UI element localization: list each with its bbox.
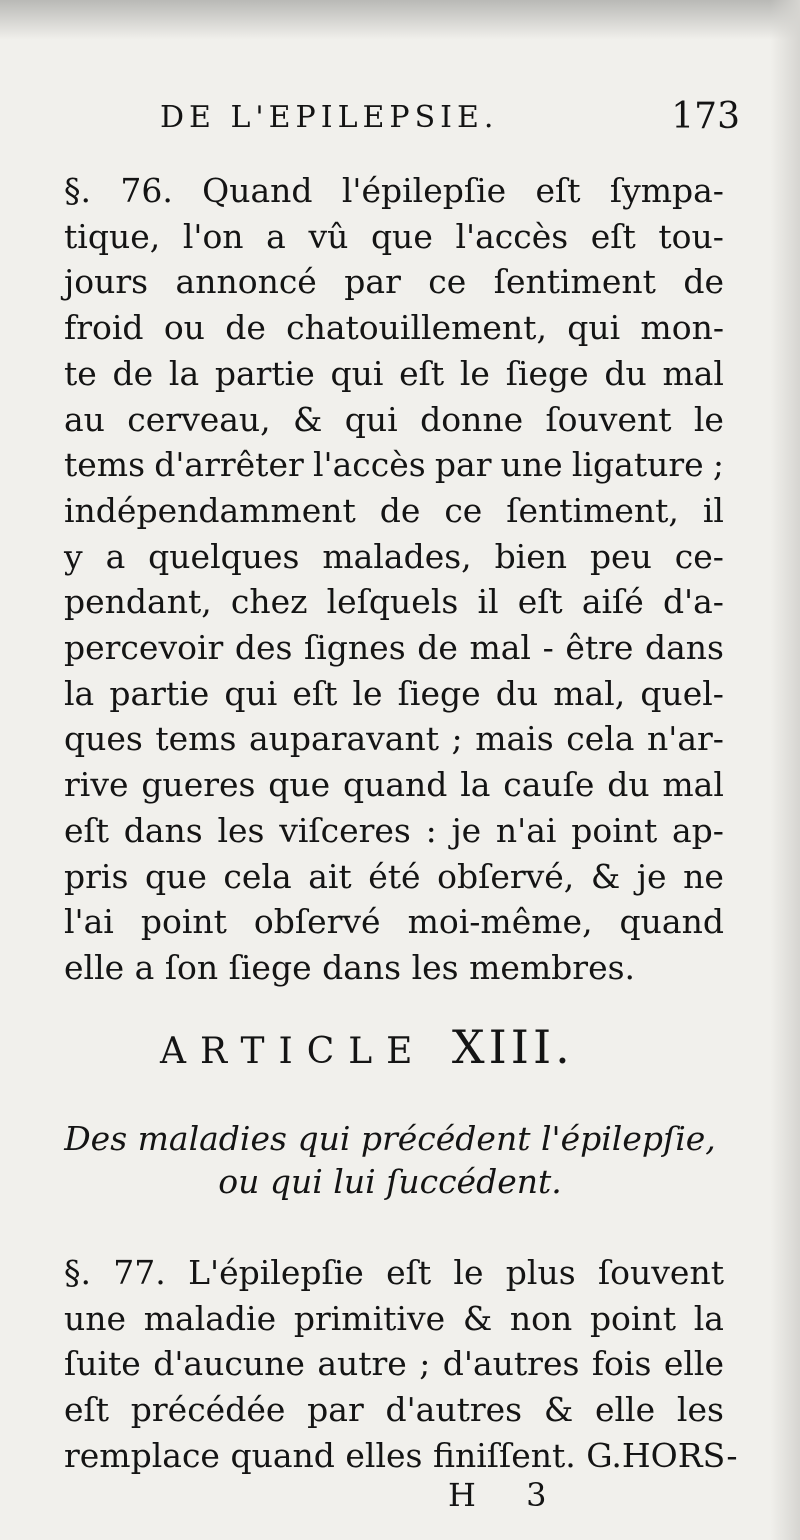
word: de	[225, 308, 266, 348]
word: ;	[419, 1344, 431, 1384]
text-line	[64, 716, 724, 762]
word: elle	[594, 1390, 656, 1430]
text-line	[64, 351, 724, 397]
word: non	[509, 1298, 573, 1338]
word: l'accès	[455, 216, 569, 256]
word: ce-	[674, 536, 724, 576]
word: obſervé,	[437, 856, 575, 896]
word: point	[589, 1298, 676, 1338]
word: eſt	[292, 673, 338, 713]
word: qui	[567, 308, 621, 348]
word: y	[64, 536, 83, 576]
word: 76.	[120, 171, 173, 210]
word: te	[64, 353, 97, 393]
word: le	[453, 1253, 484, 1292]
text-line	[64, 1341, 724, 1387]
word: pris	[64, 856, 129, 896]
word: l'on	[182, 216, 244, 256]
word: §.	[64, 171, 91, 210]
word: mal	[469, 628, 531, 668]
word: gueres	[141, 765, 256, 805]
word: la	[460, 765, 491, 805]
word: ſentiment,	[506, 490, 679, 530]
word: je	[451, 810, 482, 850]
word: mal	[662, 765, 724, 805]
signature-mark: H 3	[448, 1476, 567, 1514]
word: jours	[64, 262, 149, 302]
word: les	[217, 810, 265, 850]
word: rive	[64, 765, 129, 805]
word: elle	[663, 1344, 724, 1384]
word: ſentiment	[493, 262, 656, 302]
word: l'accès	[312, 445, 426, 485]
word: être	[565, 628, 634, 668]
text-line	[64, 762, 724, 808]
word: dans	[645, 628, 724, 668]
paragraph-76	[64, 168, 724, 991]
word: que	[268, 765, 331, 805]
word: par	[434, 445, 492, 485]
word: que	[144, 856, 207, 896]
word: mais	[475, 719, 554, 759]
text-line	[64, 899, 724, 945]
word: ligature	[571, 445, 704, 485]
text-line	[64, 259, 724, 305]
word: vû	[308, 216, 349, 256]
word: du	[607, 765, 650, 805]
word: des	[234, 628, 293, 668]
word: auparavant	[248, 719, 439, 759]
word: bien	[494, 536, 568, 576]
word: pendant,	[64, 582, 212, 622]
word: obſervé	[253, 902, 381, 942]
text-line: elle a ſon ſiege dans les membres.	[64, 947, 636, 987]
word: qui	[224, 673, 278, 713]
word: ou	[163, 308, 205, 348]
word: dans	[123, 810, 203, 850]
word: chatouillement,	[286, 308, 547, 348]
word: mon-	[640, 308, 724, 348]
word: ſympa-	[609, 171, 724, 210]
word: &	[462, 1298, 493, 1338]
word: partie	[214, 353, 315, 393]
word: ſiege	[505, 353, 589, 393]
word: mal	[662, 353, 724, 393]
word: moi-même,	[407, 902, 593, 942]
text-line	[64, 854, 724, 900]
word: viſceres	[279, 810, 411, 850]
word: du	[604, 353, 647, 393]
word: autre	[317, 1344, 407, 1384]
word: le	[459, 353, 490, 393]
word: il	[477, 582, 499, 622]
word: été	[368, 856, 421, 896]
word: percevoir	[64, 628, 224, 668]
word: mal,	[553, 673, 626, 713]
word: ques	[64, 719, 143, 759]
text-line	[64, 1296, 724, 1342]
word: chez	[230, 582, 308, 622]
word: ſuite	[64, 1344, 141, 1384]
word: de	[379, 490, 421, 530]
word: ait	[308, 856, 352, 896]
word: L'épilepſie	[188, 1253, 364, 1292]
word: eſt	[64, 810, 110, 850]
word: tique,	[64, 216, 161, 256]
text-line	[64, 625, 724, 671]
text-line	[64, 808, 724, 854]
word: il	[702, 490, 724, 530]
word: Quand	[202, 171, 313, 210]
word: aiſé	[581, 582, 644, 622]
word: a	[266, 216, 286, 256]
word: quelques	[148, 536, 300, 576]
text-line	[64, 214, 724, 260]
word: le	[352, 673, 383, 713]
word: qui	[330, 353, 384, 393]
word: fois	[591, 1344, 652, 1384]
word: précédée	[130, 1390, 286, 1430]
text-line: remplace quand elles finiſſent. G.HORS-	[64, 1435, 738, 1475]
word: eſt	[590, 216, 636, 256]
text-line	[64, 534, 724, 580]
word: d'a-	[662, 582, 724, 622]
word: qui	[344, 399, 398, 439]
word: une	[500, 445, 563, 485]
word: de	[112, 353, 154, 393]
word: &	[543, 1390, 574, 1430]
word: l'ai	[64, 902, 114, 942]
word: malades,	[322, 536, 472, 576]
word: maladie	[143, 1298, 277, 1338]
word: par	[344, 262, 401, 302]
running-title: DE L'EPILEPSIE.	[160, 100, 499, 135]
word: d'aucune	[153, 1344, 305, 1384]
word: cela	[566, 719, 635, 759]
word: ne	[683, 856, 724, 896]
word: ſouvent	[545, 399, 672, 439]
word: d'arrêter	[154, 445, 304, 485]
word: la	[168, 353, 200, 393]
word: le	[693, 399, 724, 439]
word: du	[495, 673, 539, 713]
word: peu	[589, 536, 652, 576]
word: l'épilepſie	[341, 171, 507, 210]
text-line	[64, 671, 724, 717]
text-line	[64, 1387, 724, 1433]
word: eſt	[399, 353, 445, 393]
word: tems	[155, 719, 237, 759]
word: eſt	[386, 1253, 432, 1292]
word: primitive	[293, 1298, 446, 1338]
word: a	[105, 536, 126, 576]
text-line	[64, 397, 724, 443]
word: les	[676, 1390, 724, 1430]
word: ;	[712, 445, 724, 485]
word: §.	[64, 1253, 91, 1292]
word: de	[417, 628, 458, 668]
paragraph-77	[64, 1250, 738, 1479]
word: tems	[64, 445, 146, 485]
word: point	[571, 810, 658, 850]
word: cauſe	[503, 765, 595, 805]
word: une	[64, 1298, 127, 1338]
word: la	[693, 1298, 724, 1338]
word: ce	[428, 262, 467, 302]
text-line	[64, 305, 724, 351]
text-line	[64, 579, 724, 625]
word: n'ai	[495, 810, 557, 850]
text-line	[64, 488, 724, 534]
word: ;	[451, 719, 463, 759]
word: froid	[64, 308, 144, 348]
word: eſt	[64, 1390, 110, 1430]
word: d'autres	[442, 1344, 580, 1384]
word: &	[293, 399, 323, 439]
word: ce	[444, 490, 483, 530]
word: ſiege	[397, 673, 481, 713]
text-line	[64, 1250, 724, 1296]
word: la	[64, 673, 95, 713]
article-word: ARTICLE	[160, 1031, 427, 1072]
word: quand	[619, 902, 724, 942]
article-heading	[160, 1020, 574, 1074]
word: eſt	[517, 582, 563, 622]
word: je	[636, 856, 667, 896]
page-number: 173	[671, 96, 740, 137]
word: cela	[223, 856, 292, 896]
word: &	[590, 856, 621, 896]
word: que	[370, 216, 433, 256]
word: indépendamment	[64, 490, 356, 530]
word: d'autres	[385, 1390, 523, 1430]
word: cerveau,	[127, 399, 271, 439]
article-number: XIII.	[451, 1020, 574, 1074]
word: eſt	[535, 171, 581, 210]
word: n'ar-	[647, 719, 724, 759]
word: ſouvent	[597, 1253, 724, 1292]
word: donne	[420, 399, 524, 439]
word: plus	[505, 1253, 576, 1292]
word: leſquels	[326, 582, 459, 622]
word: quel-	[640, 673, 724, 713]
word: ſignes	[304, 628, 406, 668]
word: tou-	[658, 216, 724, 256]
word: partie	[109, 673, 210, 713]
article-subtitle-line-1: Des maladies qui précédent l'épilepſie,	[64, 1119, 716, 1158]
word: annoncé	[175, 262, 317, 302]
word: par	[307, 1390, 364, 1430]
word: quand	[342, 765, 448, 805]
word: point	[140, 902, 227, 942]
word: ap-	[671, 810, 724, 850]
word: 77.	[113, 1253, 166, 1292]
word: :	[425, 810, 437, 850]
word: -	[542, 628, 554, 668]
article-subtitle-line-2: ou qui lui ſuccédent.	[218, 1162, 562, 1201]
text-line	[64, 442, 724, 488]
word: au	[64, 399, 105, 439]
word: de	[683, 262, 724, 302]
text-line	[64, 168, 724, 214]
